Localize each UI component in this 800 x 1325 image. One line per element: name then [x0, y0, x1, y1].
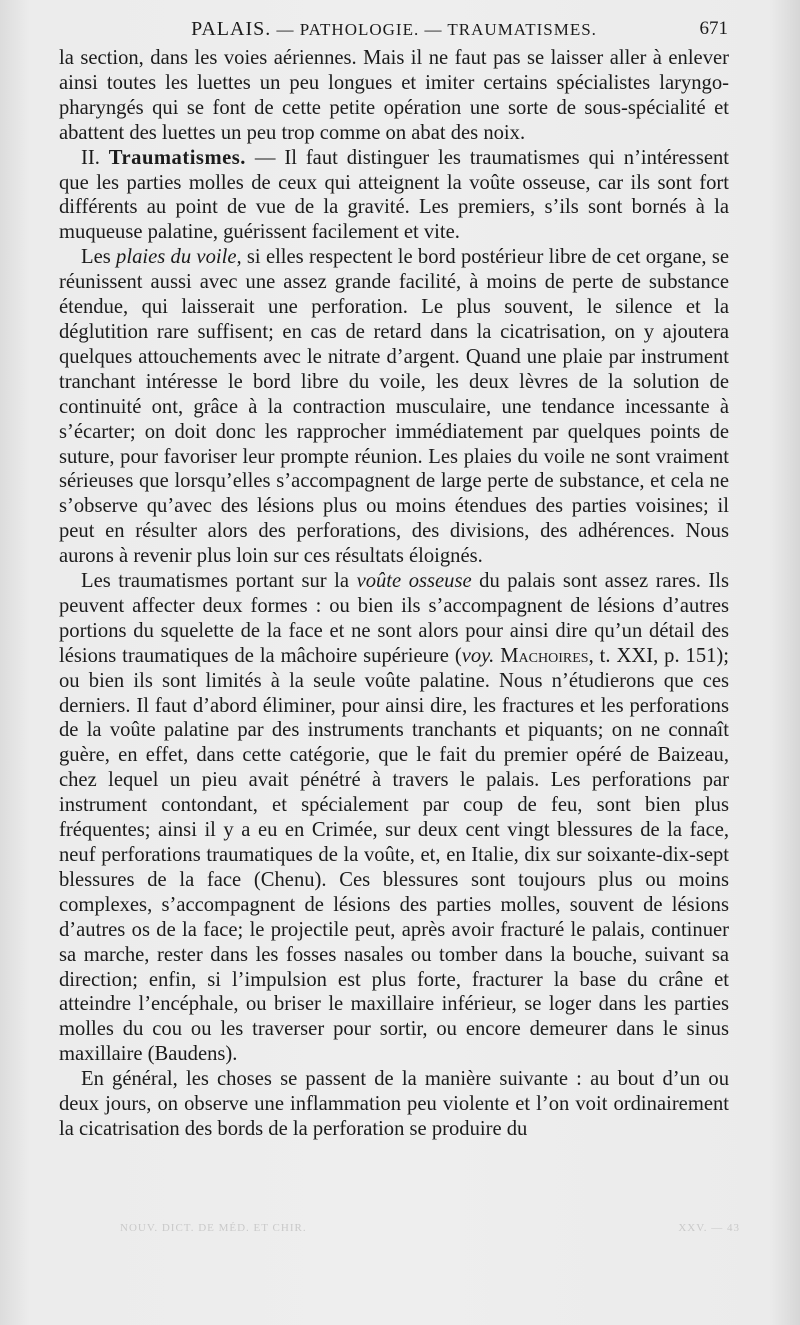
body-text	[59, 46, 729, 1142]
paragraph-2	[59, 146, 729, 246]
paragraph-1: la section, dans les voies aériennes. Mais il ne faut pas se laisser aller à enlever ainsi toutes les luettes un peu longues et imiter certains spécialistes laryngo-pharyngés qui se font de cette petite opération une sorte de sous-spécialité et abattent des luettes un peu trop comme on abat des noix.	[59, 47, 729, 144]
paragraph-4	[59, 569, 729, 1067]
paragraph-4-text-2: ); ou bien ils sont limités à la seule voûte palatine. Nous n’étudierons que ces derniers. Il faut d’abord éliminer, pour ainsi dire, les fractures et les perforations de la voûte palatine par des instruments tranchants et piquants; on ne connaît guère, en effet, dans cette catégorie, que le fait du premier opéré de Baizeau, chez lequel un pieu avait pénétré à travers le palais. Les perforations par instrument contondant, et spécialement par coup de feu, sont bien plus fréquentes; ainsi il y a eu en Crimée, sur deux cent vingt blessures de la face, neuf perforations traumatiques de la voûte, et, en Italie, dix sur soixante-dix-sept blessures de la face (Chenu). Ces blessures sont toujours plus ou moins complexes, s’accompagnent de lésions des parties molles, souvent de lésions d’autres os de la face; le projectile peut, après avoir fracturé le palais, continuer sa marche, rester dans les fosses nasales ou tomber dans la bouche, suivant sa direction; enfin, si l’impulsion est plus forte, fracturer la base du crâne et atteindre l’encéphale, ou briser le maxillaire inférieur, se loger dans les parties molles du cou ou les traverser pour sortir, ou encore demeurer dans le sinus maxillaire (Baudens).	[59, 644, 730, 1066]
running-title-main: PALAIS.	[191, 18, 272, 40]
paragraph-3-italic: plaies du voile,	[116, 246, 242, 269]
cross-reference-title: Machoires	[494, 644, 589, 667]
paragraph-4-text-1: du palais sont assez rares. Ils peuvent affecter deux formes : ou bien ils s’accompagnent de lésions d’autres portions du squelette de la face et ne sont alors pour ainsi dire qu’un détail des lésions traumatiques de la mâchoire supérieure (	[59, 570, 729, 667]
paragraph-3	[59, 245, 729, 569]
paragraph-3-text: si elles respectent le bord postérieur libre de cet organe, se réunissent aussi avec une assez grande facilité, à moins de perte de substance étendue, qui laisserait une perforation. Le plus souvent, le silence et la déglutition rare suffisent; en cas de retard dans la cicatrisation, on y ajoutera quelques attouchements avec le nitrate d’argent. Quand une plaie par instrument tranchant intéresse le bord libre du voile, les deux lèvres de la solution de continuité ont, grâce à la contraction musculaire, une tendance incessante à s’écarter; on doit donc les rapprocher immédiatement par quelques points de suture, pour favoriser leur prompte réunion. Les plaies du voile ne sont vraiment sérieuses que lorsqu’elles s’accompagnent de large perte de substance, et cela ne s’observe qu’avec des lésions plus ou moins étendues des parties voisines; il peut en résulter alors des perforations, des divisions, des adhérences. Nous aurons à revenir plus loin sur ces résultats éloignés.	[59, 246, 729, 568]
section-number: II.	[81, 146, 100, 169]
show-through-right: XXV. — 43	[678, 1222, 740, 1234]
show-through-footer	[120, 1222, 740, 1234]
running-head	[60, 18, 728, 44]
running-title-rest: — PATHOLOGIE. — TRAUMATISMES.	[276, 20, 597, 39]
show-through-left: NOUV. DICT. DE MÉD. ET CHIR.	[120, 1222, 307, 1234]
paragraph-4-italic: voûte osseuse	[356, 570, 472, 593]
paragraph-2-text: — Il faut distinguer les traumatismes qui n’intéressent que les parties molles de ceux qui atteignent la voûte osseuse, car ils sont fort différents au point de vue de la gravité. Les premiers, s’ils sont bornés à la muqueuse palatine, guérissent facilement et vite.	[59, 146, 729, 244]
paragraph-4-lead: Les traumatismes portant sur la	[81, 570, 357, 593]
paragraph-5: En général, les choses se passent de la manière suivante : au bout d’un ou deux jours, on observe une inflammation peu violente et l’on voit ordinairement la cicatrisation des bords de la perforation se produire du	[59, 1068, 729, 1140]
cross-reference-volume: , t. XXI, p. 151	[588, 644, 717, 667]
running-title	[60, 18, 728, 41]
paragraph-3-lead: Les	[81, 246, 117, 269]
section-heading: Traumatismes.	[108, 146, 246, 169]
page-number: 671	[699, 18, 728, 39]
cross-reference-voy: voy.	[461, 644, 495, 667]
